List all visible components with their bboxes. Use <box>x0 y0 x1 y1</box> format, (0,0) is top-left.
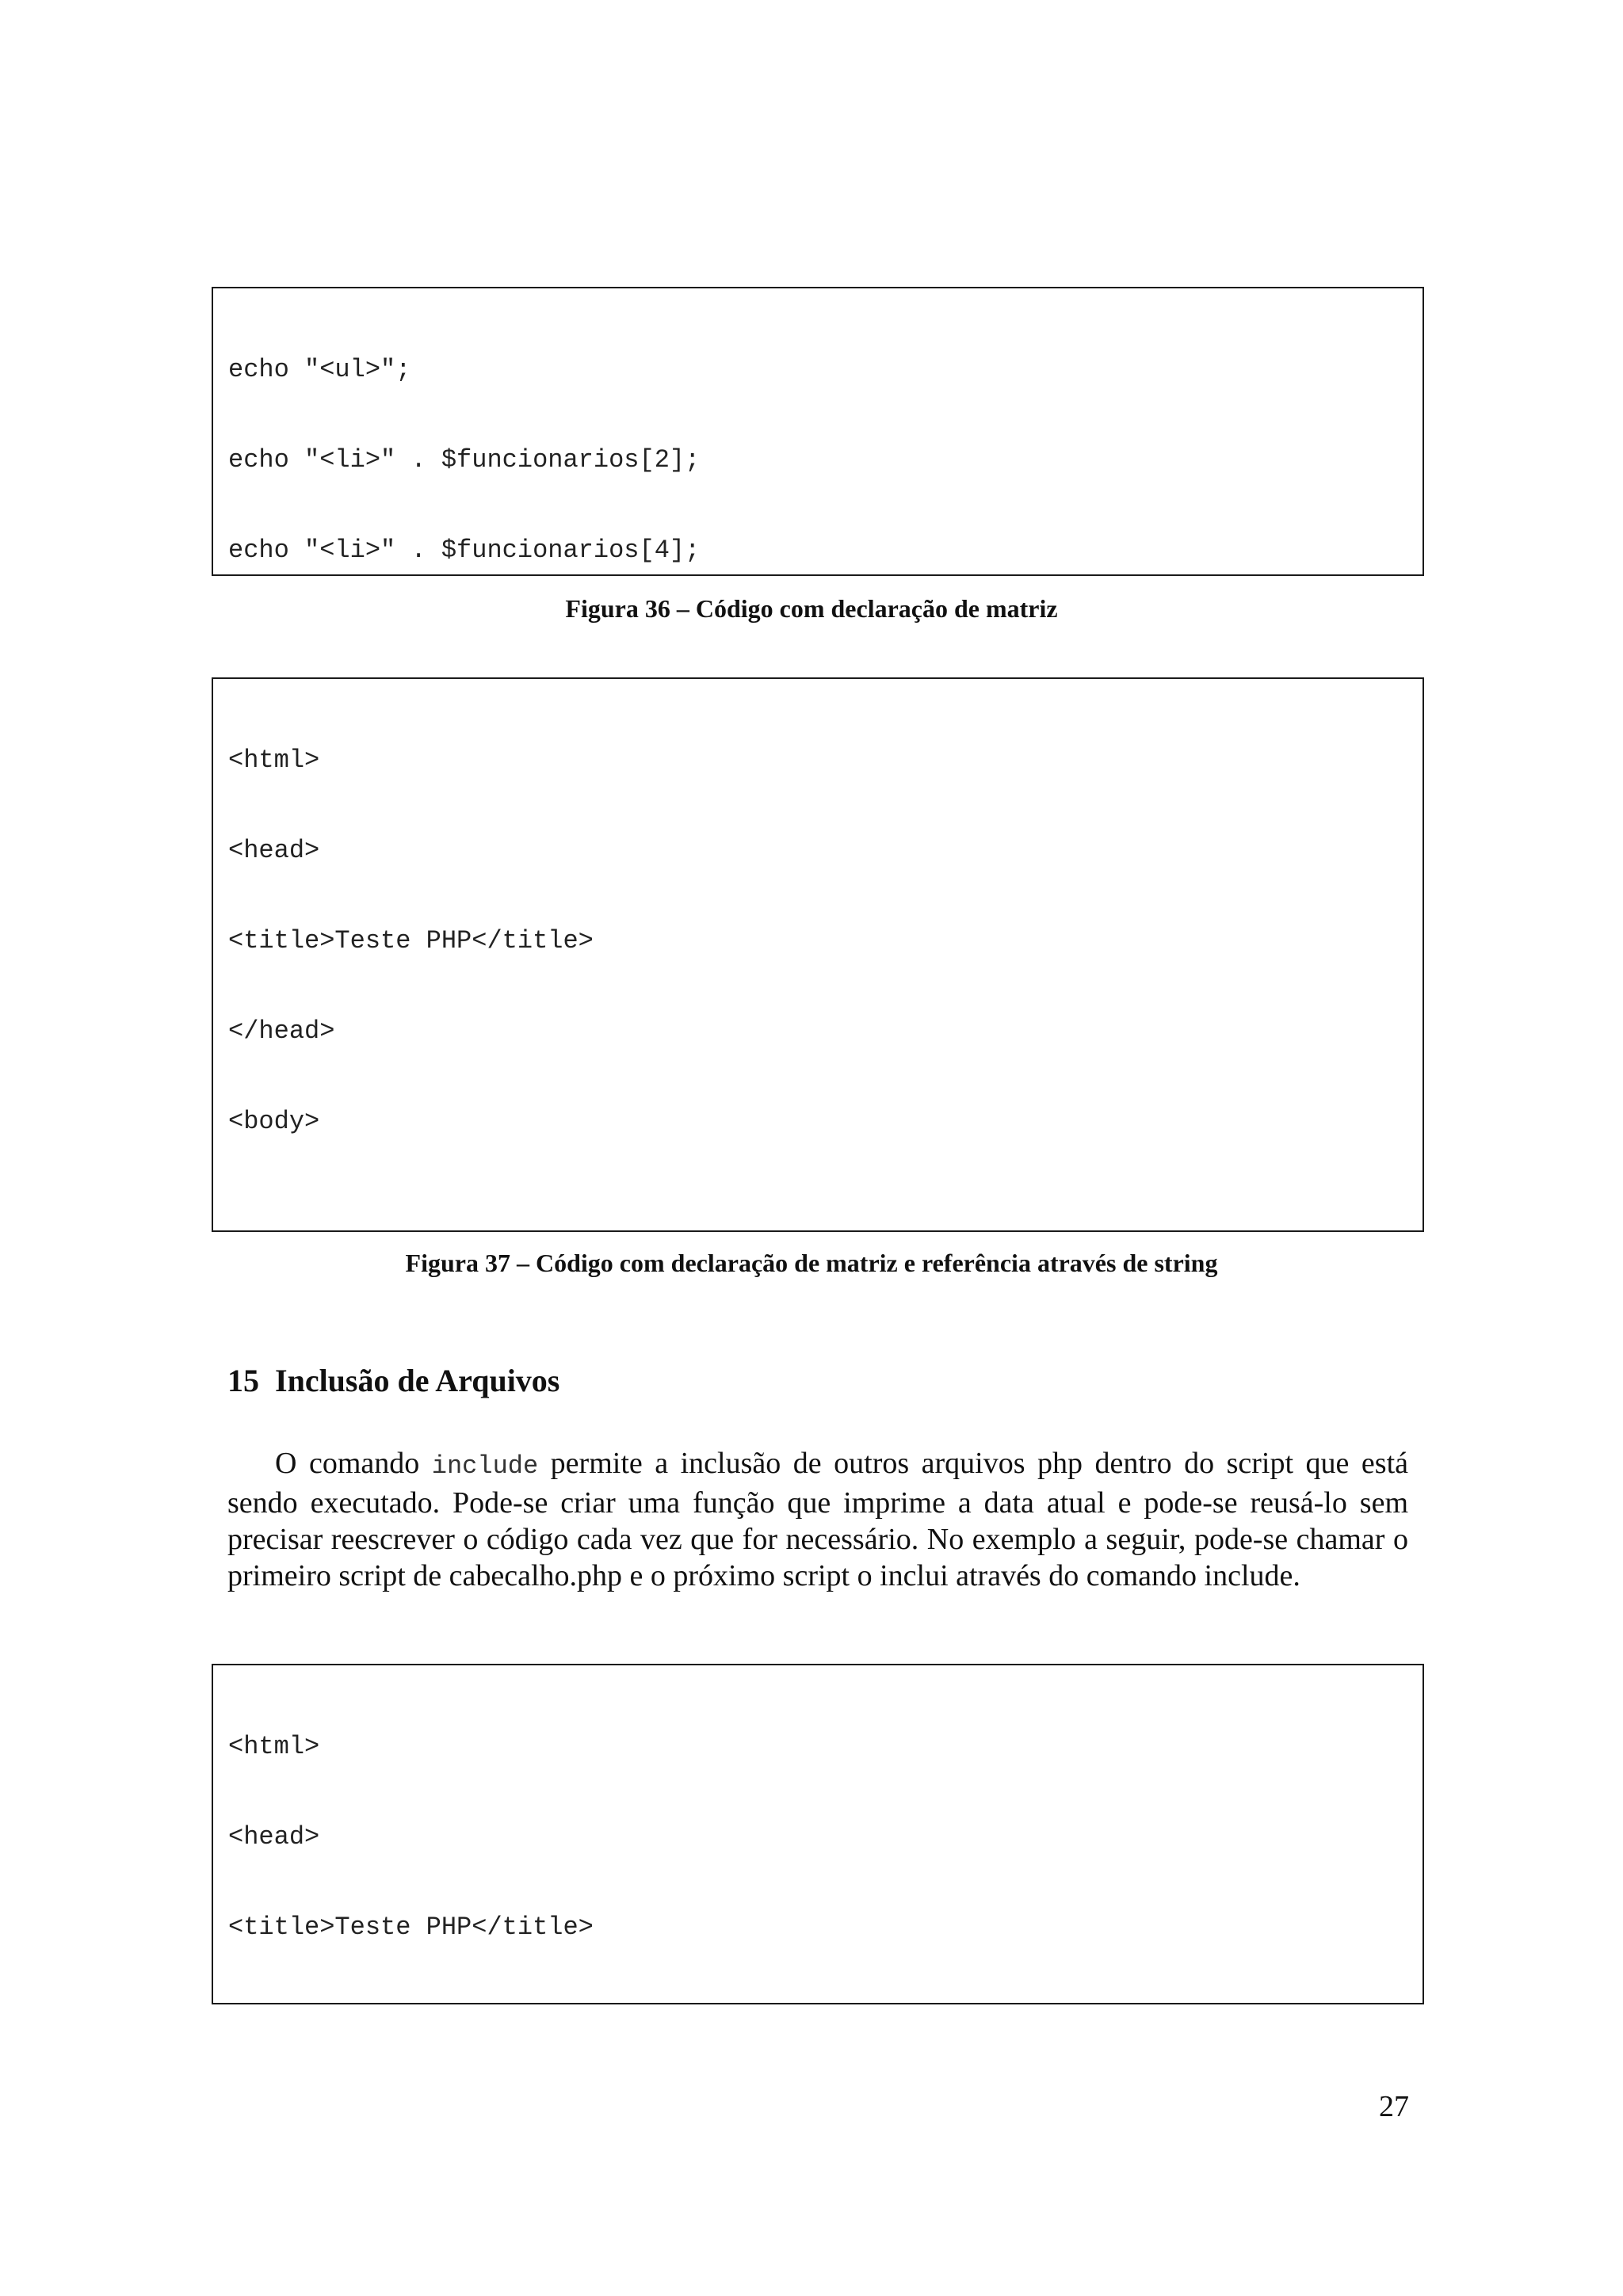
code-block-top <box>212 287 1424 576</box>
code-block-middle <box>212 677 1424 1232</box>
code-line: echo "<li>" . $funcionarios[2]; <box>228 445 701 475</box>
figure-caption-36: Figura 36 – Código com declaração de matriz <box>565 594 1058 623</box>
code-line <box>228 2003 1407 2004</box>
page-number: 27 <box>1379 2090 1409 2123</box>
section-title: Inclusão de Arquivos <box>275 1363 560 1398</box>
code-line: echo "<li>" . $funcionarios[4]; <box>228 536 701 565</box>
code-line: <body> <box>228 1107 320 1136</box>
section-number: 15 <box>227 1363 259 1398</box>
code-line: echo "<ul>"; <box>228 355 411 384</box>
code-line: <head> <box>228 1822 320 1852</box>
code-line: <title>Teste PHP</title> <box>228 1913 594 1942</box>
code-block-bottom <box>212 1664 1424 2004</box>
paragraph-text-rest: permite a inclusão de outros arquivos php dentro do script que está sendo executado. Pode-se criar uma função que imprime a data atual e pode-se reusá-lo sem precisar reescrever o código cada vez que for necessário. No exemplo a seguir, pode-se chamar o primeiro script de cabecalho.php e o próximo script o inclui através do comando include. <box>227 1447 1408 1592</box>
code-line: <html> <box>228 1732 320 1761</box>
code-line: </head> <box>228 1016 335 1046</box>
section-heading <box>227 1361 559 1401</box>
figure-caption-37: Figura 37 – Código com declaração de matriz e referência através de string <box>405 1249 1218 1277</box>
code-line: <title>Teste PHP</title> <box>228 926 594 955</box>
code-line: <html> <box>228 746 320 775</box>
paragraph-text-start: O comando <box>275 1447 432 1480</box>
inline-code-include: include <box>431 1451 539 1481</box>
code-line: <head> <box>228 836 320 865</box>
code-line <box>228 1197 1407 1227</box>
body-paragraph <box>227 1445 1408 1594</box>
